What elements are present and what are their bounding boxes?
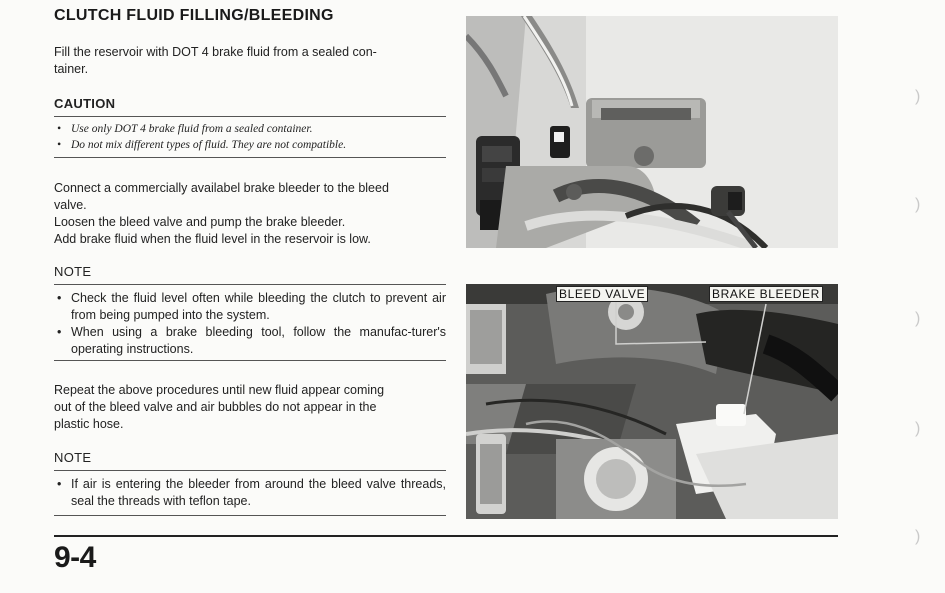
repeat-line: plastic hose. — [54, 417, 124, 431]
bleed-valve-label: BLEED VALVE — [556, 286, 648, 302]
repeat-paragraph — [54, 382, 446, 433]
section-title: CLUTCH FLUID FILLING/BLEEDING — [54, 7, 334, 24]
note-item: • Check the fluid level often while bleeding the clutch to prevent air from being pumped into the system. — [54, 290, 446, 324]
caution-bottom-rule — [54, 157, 446, 158]
binder-hole-mark: ) — [915, 88, 921, 105]
caution-heading: CAUTION — [54, 96, 116, 111]
note-item: • When using a brake bleeding tool, follow the manufac-turer's operating instructions. — [54, 324, 446, 358]
caution-item: • Do not mix different types of fluid. They are not compatible. — [54, 137, 446, 153]
bleeding-setup-photo — [466, 284, 838, 519]
binder-hole-mark: ) — [915, 420, 921, 437]
note-top-rule — [54, 470, 446, 471]
note-heading: NOTE — [54, 450, 92, 465]
clutch-reservoir-photo — [466, 16, 838, 248]
procedure-line: Loosen the bleed valve and pump the brake bleeder. — [54, 215, 346, 229]
brake-bleeder-label: BRAKE BLEEDER — [709, 286, 823, 302]
binder-hole-mark: ) — [915, 528, 921, 545]
note-list — [54, 476, 446, 510]
procedure-line: valve. — [54, 198, 87, 212]
procedure-line: Add brake fluid when the fluid level in the reservoir is low. — [54, 232, 371, 246]
note-top-rule — [54, 284, 446, 285]
note-heading: NOTE — [54, 264, 92, 279]
intro-line: Fill the reservoir with DOT 4 brake fluid from a sealed con- — [54, 45, 377, 59]
procedure-paragraph — [54, 180, 446, 248]
caution-top-rule — [54, 116, 446, 117]
page-number: 9-4 — [54, 541, 96, 574]
note-bottom-rule — [54, 515, 446, 516]
repeat-line: out of the bleed valve and air bubbles do not appear in the — [54, 400, 377, 414]
repeat-line: Repeat the above procedures until new fluid appear coming — [54, 383, 385, 397]
binder-hole-mark: ) — [915, 196, 921, 213]
caution-list — [54, 121, 446, 153]
binder-hole-mark: ) — [915, 310, 921, 327]
note-list — [54, 290, 446, 358]
note-bottom-rule — [54, 360, 446, 361]
note-item: • If air is entering the bleeder from around the bleed valve threads, seal the threads with teflon tape. — [54, 476, 446, 510]
procedure-line: Connect a commercially availabel brake bleeder to the bleed — [54, 181, 389, 195]
caution-item: • Use only DOT 4 brake fluid from a sealed container. — [54, 121, 446, 137]
intro-line: tainer. — [54, 62, 89, 76]
intro-paragraph — [54, 44, 446, 78]
footer-rule — [54, 535, 838, 537]
